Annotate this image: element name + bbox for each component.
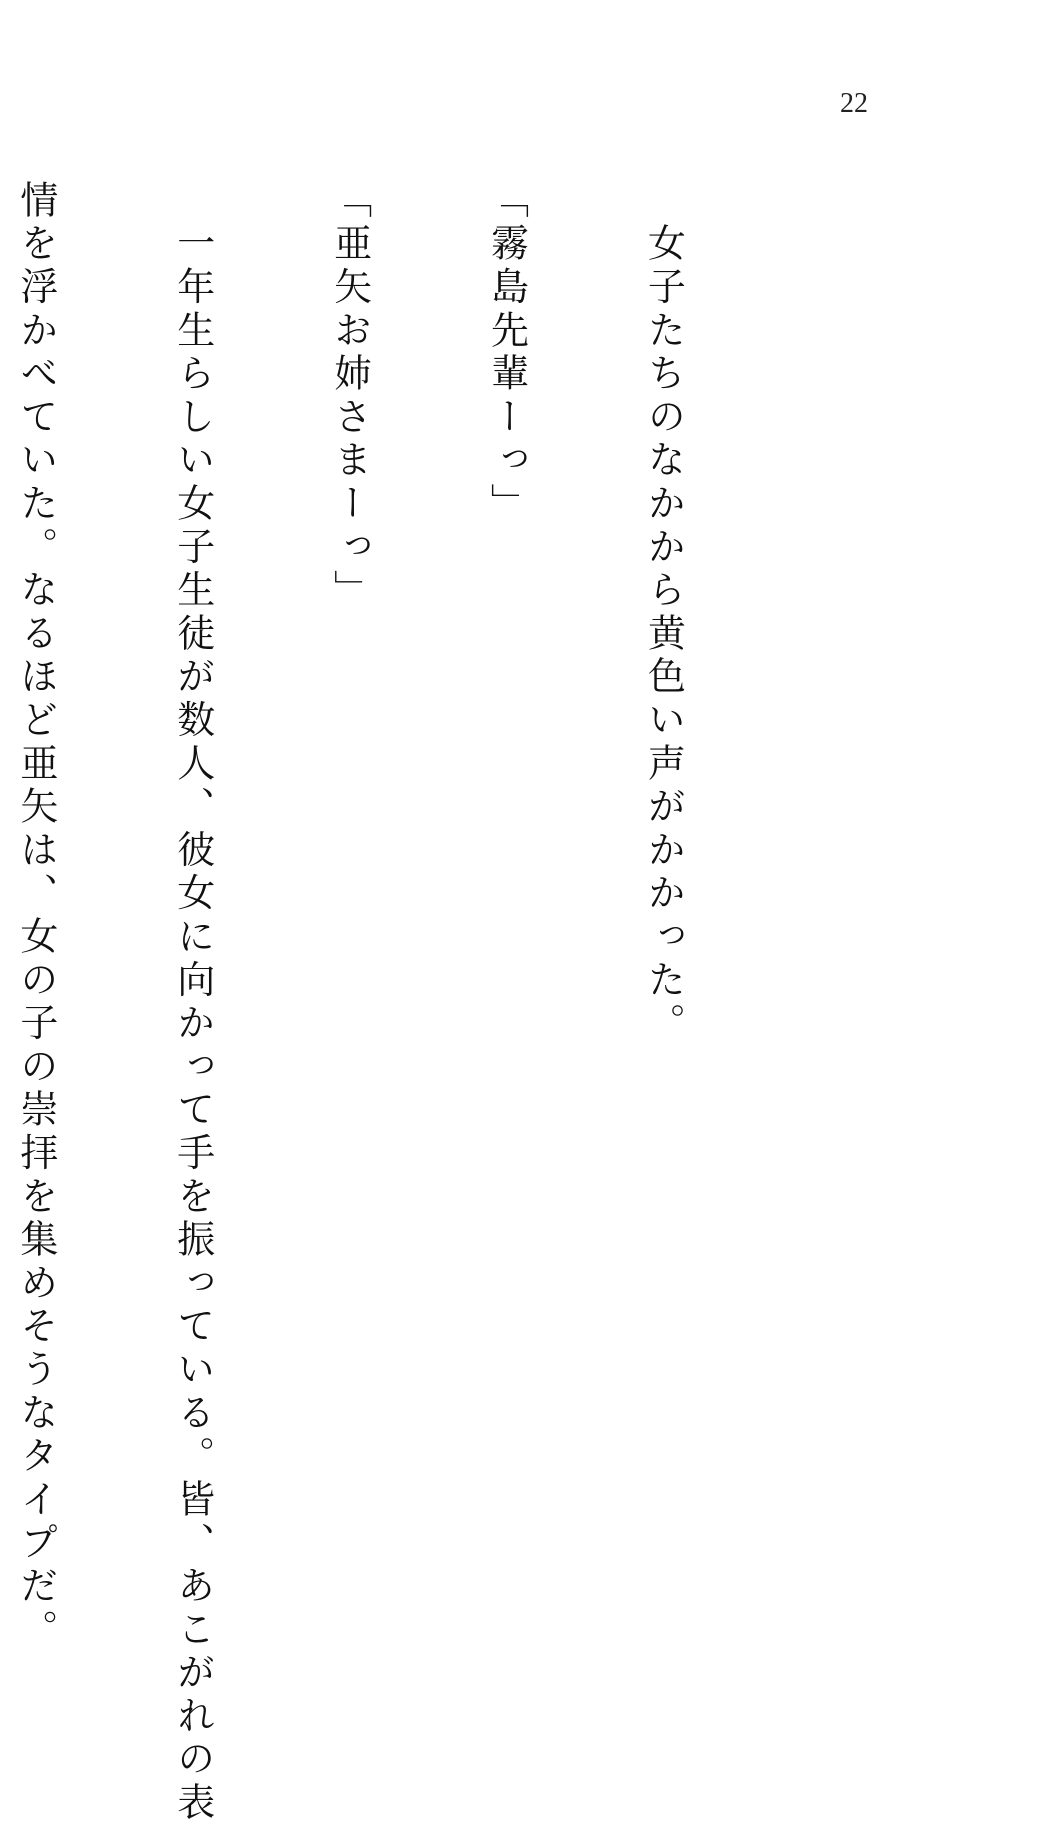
text-line: 一年生らしい女子生徒が数人、彼女に向かって手を振っている。皆、あこがれの表 [170, 180, 215, 1825]
text-line: 「亜矢お姉さまーっ」 [327, 180, 372, 613]
text-line: 「霧島先輩ーっ」 [484, 180, 529, 527]
text-line: 情を浮かべていた。なるほど亜矢は、女の子の崇拝を集めそうなタイプだ。 [13, 180, 58, 1653]
page-number: 22 [840, 88, 868, 119]
vertical-text-body [13, 180, 794, 1825]
text-line: 女子たちのなかから黄色い声がかかった。 [641, 180, 686, 1046]
